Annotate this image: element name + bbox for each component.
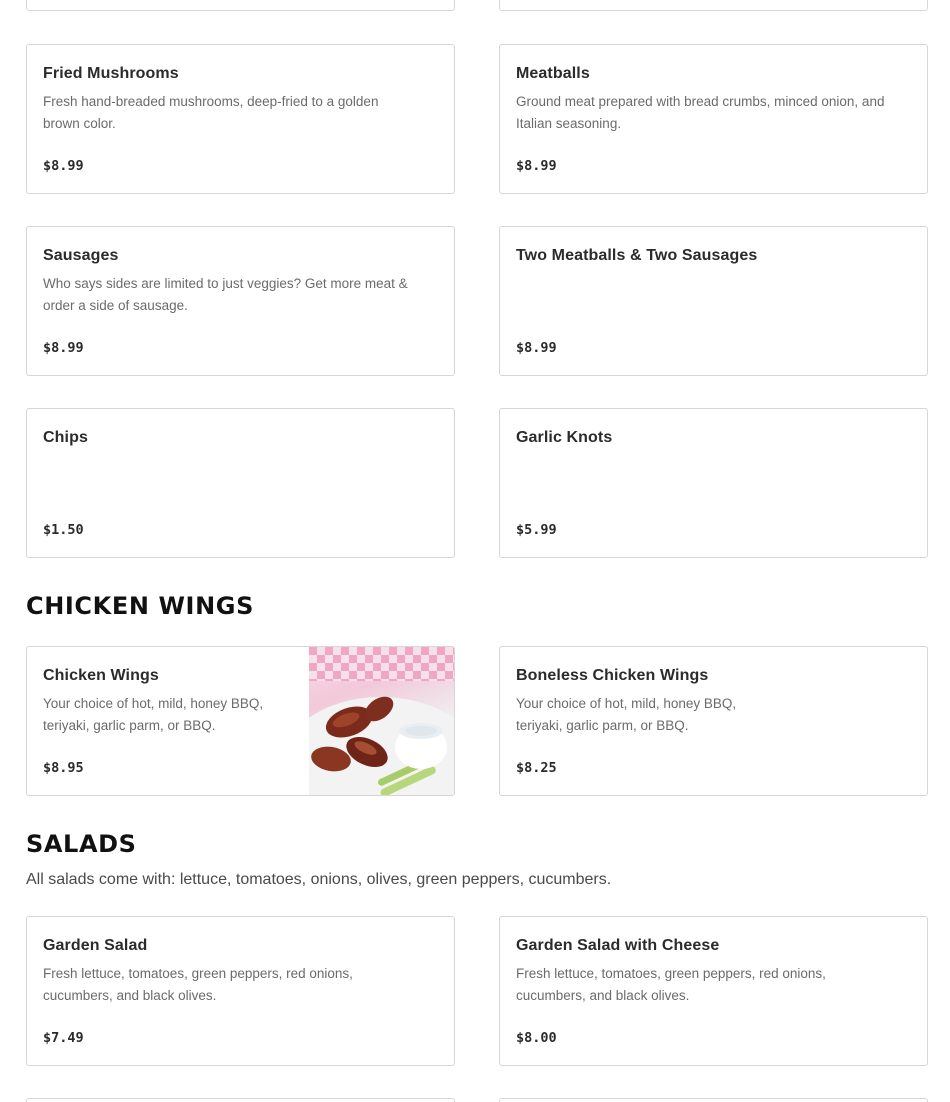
item-description: Fresh lettuce, tomatoes, green peppers, red onions, cucumbers, and black olives. [516,966,826,1003]
section-title-salads: SALADS [26,830,137,858]
menu-item-card-partial[interactable] [26,1098,455,1102]
menu-item-card[interactable] [26,44,455,194]
menu-item-card-partial[interactable] [26,0,455,11]
menu-item-card[interactable] [499,646,928,796]
menu-item-card[interactable] [26,226,455,376]
item-description: Fresh lettuce, tomatoes, green peppers, red onions, cucumbers, and black olives. [43,966,353,1003]
menu-item-card[interactable] [26,646,455,796]
item-name: Boneless Chicken Wings [516,667,709,684]
item-name: Garlic Knots [516,429,613,446]
item-description: Ground meat prepared with bread crumbs, minced onion, and Italian seasoning. [516,94,885,131]
item-name: Garden Salad with Cheese [516,937,720,954]
section-title-chicken-wings: CHICKEN WINGS [26,592,254,620]
section-description: All salads come with: lettuce, tomatoes, onions, olives, green peppers, cucumbers. [26,871,612,888]
item-name: Fried Mushrooms [43,65,179,82]
item-price: $8.00 [516,1030,557,1046]
item-name: Chips [43,429,88,446]
item-price: $8.99 [43,158,84,174]
menu-item-card-partial[interactable] [499,1098,928,1102]
item-price: $1.50 [43,522,84,538]
item-price: $5.99 [516,522,557,538]
item-name: Garden Salad [43,937,148,954]
menu-item-card-partial[interactable] [499,0,928,11]
item-name: Chicken Wings [43,667,159,684]
item-name: Sausages [43,247,119,264]
item-price: $8.99 [516,158,557,174]
item-price: $8.99 [43,340,84,356]
item-name: Meatballs [516,65,590,82]
menu-item-card[interactable] [499,408,928,558]
menu-item-card[interactable] [26,916,455,1066]
item-price: $7.49 [43,1030,84,1046]
item-description: Who says sides are limited to just veggies? Get more meat & order a side of sausage. [43,276,408,313]
menu-item-card[interactable] [499,916,928,1066]
item-price: $8.25 [516,760,557,776]
menu-item-card[interactable] [26,408,455,558]
item-price: $8.99 [516,340,557,356]
chicken-wings-photo [309,647,454,795]
item-description: Your choice of hot, mild, honey BBQ, teriyaki, garlic parm, or BBQ. [43,696,264,733]
menu-item-card[interactable] [499,226,928,376]
menu-item-card[interactable] [499,44,928,194]
item-price: $8.95 [43,760,84,776]
item-description: Fresh hand-breaded mushrooms, deep-fried to a golden brown color. [43,94,379,131]
item-name: Two Meatballs & Two Sausages [516,247,758,264]
item-description: Your choice of hot, mild, honey BBQ, teriyaki, garlic parm, or BBQ. [516,696,737,733]
